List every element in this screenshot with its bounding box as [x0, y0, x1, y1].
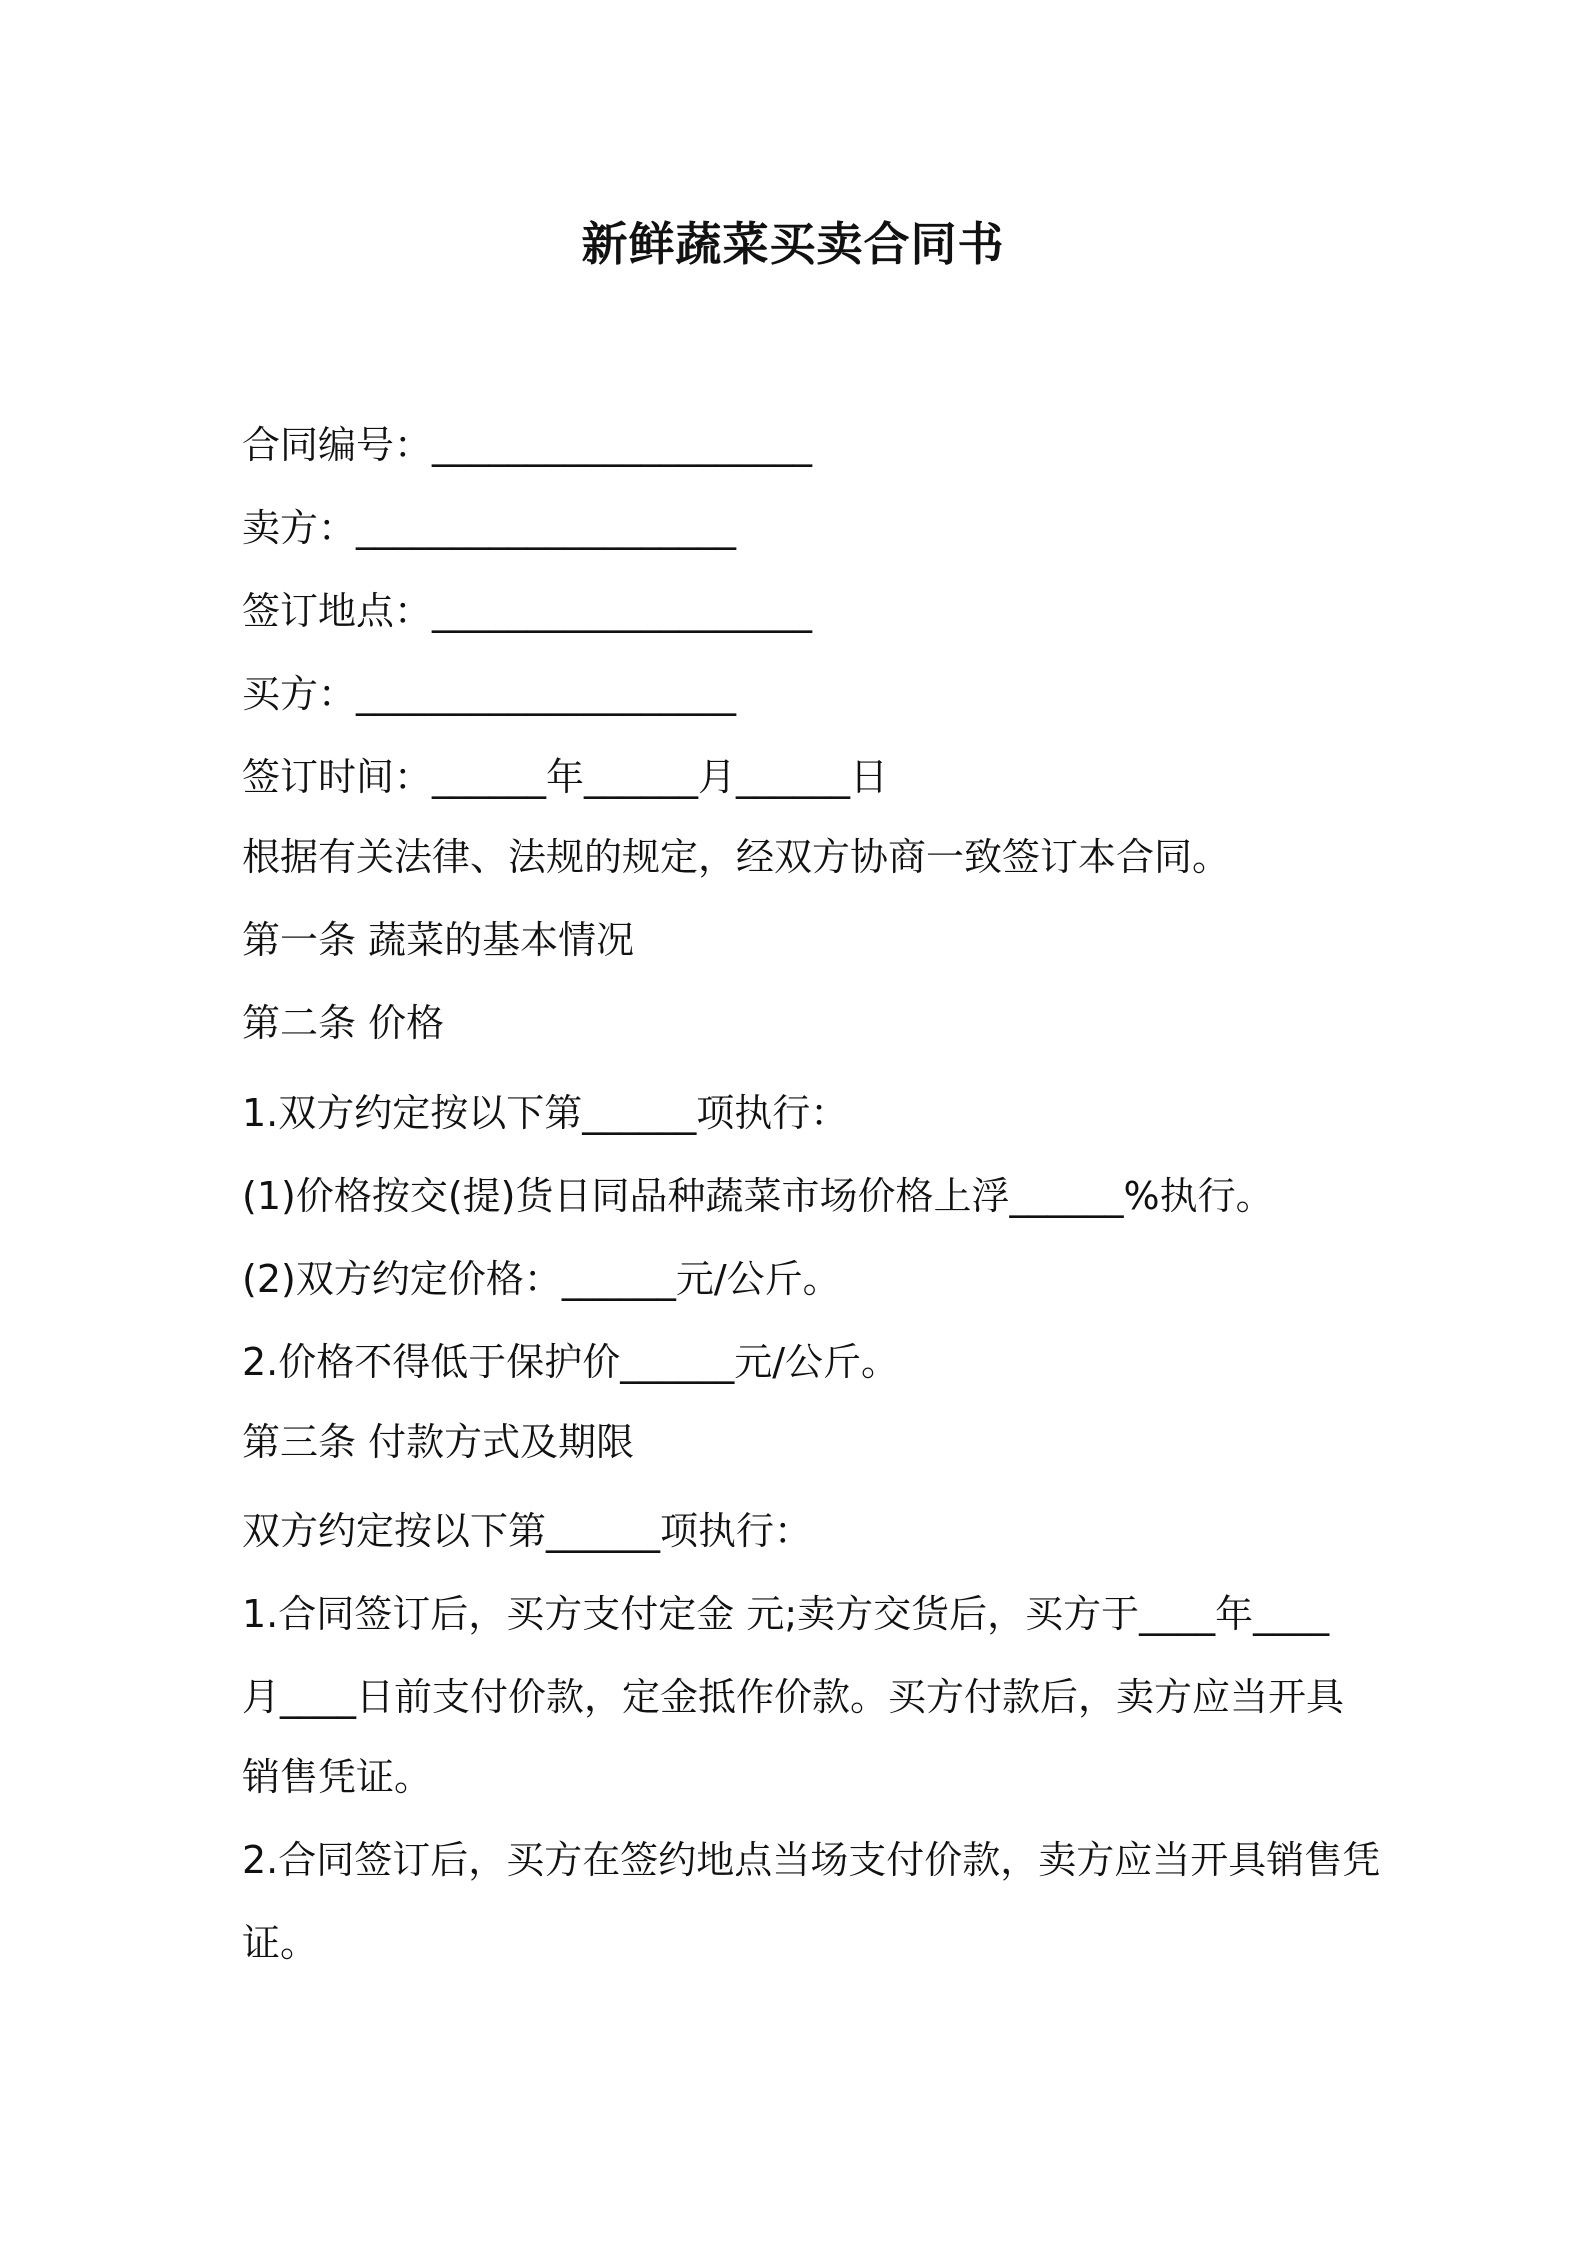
contract-number-line: 合同编号：____________________	[242, 423, 813, 467]
preamble-line: 根据有关法律、法规的规定，经双方协商一致签订本合同。	[242, 835, 1231, 879]
article-3-clause-1-line-3: 销售凭证。	[242, 1755, 433, 1799]
article-2-clause-1: 1.双方约定按以下第______项执行：	[242, 1091, 849, 1135]
article-2-clause-2: 2.价格不得低于保护价______元/公斤。	[242, 1340, 900, 1384]
article-1-heading: 第一条 蔬菜的基本情况	[242, 918, 635, 962]
article-2-heading: 第二条 价格	[242, 1001, 445, 1045]
signing-place-line: 签订地点：____________________	[242, 589, 813, 633]
document-title: 新鲜蔬菜买卖合同书	[581, 217, 1005, 271]
article-3-clause-1-line-2: 月____日前支付价款，定金抵作价款。买方付款后，卖方应当开具	[242, 1675, 1345, 1719]
article-3-intro: 双方约定按以下第______项执行：	[242, 1509, 813, 1553]
article-2-clause-1-option-2: (2)双方约定价格：______元/公斤。	[242, 1257, 841, 1301]
seller-line: 卖方：____________________	[242, 506, 737, 550]
article-3-clause-2-line-2: 证。	[242, 1921, 319, 1965]
signing-date-line: 签订时间：______年______月______日	[242, 755, 889, 799]
article-3-heading: 第三条 付款方式及期限	[242, 1420, 635, 1464]
article-3-clause-2-line-1: 2.合同签订后，买方在签约地点当场支付价款，卖方应当开具销售凭	[242, 1838, 1381, 1882]
article-3-clause-1-line-1: 1.合同签订后，买方支付定金 元;卖方交货后，买方于____年____	[242, 1592, 1330, 1636]
buyer-line: 买方：____________________	[242, 672, 737, 716]
article-2-clause-1-option-1: (1)价格按交(提)货日同品种蔬菜市场价格上浮______%执行。	[242, 1174, 1274, 1218]
